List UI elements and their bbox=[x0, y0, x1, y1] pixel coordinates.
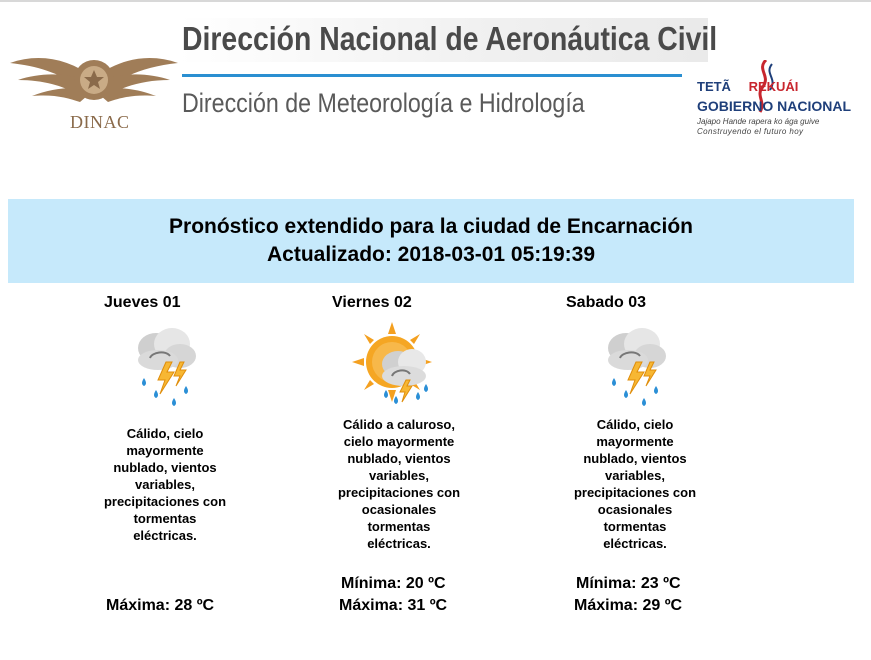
org-title: Dirección Nacional de Aeronáutica Civil bbox=[182, 20, 718, 57]
gov-logo-line2: GOBIERNO NACIONAL bbox=[697, 98, 851, 114]
forecast-banner bbox=[8, 199, 854, 283]
title-underline bbox=[182, 74, 682, 77]
gov-logo-line4: Construyendo el futuro hoy bbox=[697, 127, 804, 136]
day-name: Viernes 02 bbox=[332, 294, 412, 311]
top-divider bbox=[0, 0, 871, 2]
org-subtitle: Dirección de Meteorología e Hidrología bbox=[182, 88, 585, 118]
day-maxima: Máxima: 29 ºC bbox=[574, 597, 683, 614]
gov-logo-teta: TETÃ bbox=[697, 79, 731, 94]
cloud-rain-thunder-icon bbox=[592, 322, 682, 412]
day-description: Cálido, cielo mayormente nublado, vientos variables, precipitaciones con tormentas eléctricas. bbox=[103, 426, 227, 543]
day-minima: Mínima: 23 ºC bbox=[576, 575, 681, 592]
forecast-updated: Actualizado: 2018-03-01 05:19:39 bbox=[267, 243, 595, 266]
day-maxima: Máxima: 31 ºC bbox=[339, 597, 448, 614]
sun-cloud-rain-thunder-icon bbox=[352, 322, 442, 412]
day-name: Jueves 01 bbox=[104, 294, 181, 311]
day-minima: Mínima: 20 ºC bbox=[341, 575, 446, 592]
dinac-logo-text: DINAC bbox=[70, 112, 130, 132]
gov-logo-line1 bbox=[697, 79, 798, 94]
cloud-rain-thunder-icon bbox=[122, 322, 212, 412]
day-maxima: Máxima: 28 ºC bbox=[106, 597, 215, 614]
day-description: Cálido, cielo mayormente nublado, vientos variables, precipitaciones con ocasionales tormentas eléctricas. bbox=[573, 417, 697, 551]
day-description: Cálido a caluroso, cielo mayormente nublado, vientos variables, precipitaciones con ocasionales tormentas eléctricas. bbox=[337, 417, 461, 551]
gov-logo-rekuai: REKUÁI bbox=[748, 79, 799, 94]
gov-logo-line3: Jajapo Hande rapera ko ága guive bbox=[697, 117, 820, 126]
forecast-title: Pronóstico extendido para la ciudad de Encarnación bbox=[169, 215, 693, 238]
day-name: Sabado 03 bbox=[566, 294, 647, 311]
